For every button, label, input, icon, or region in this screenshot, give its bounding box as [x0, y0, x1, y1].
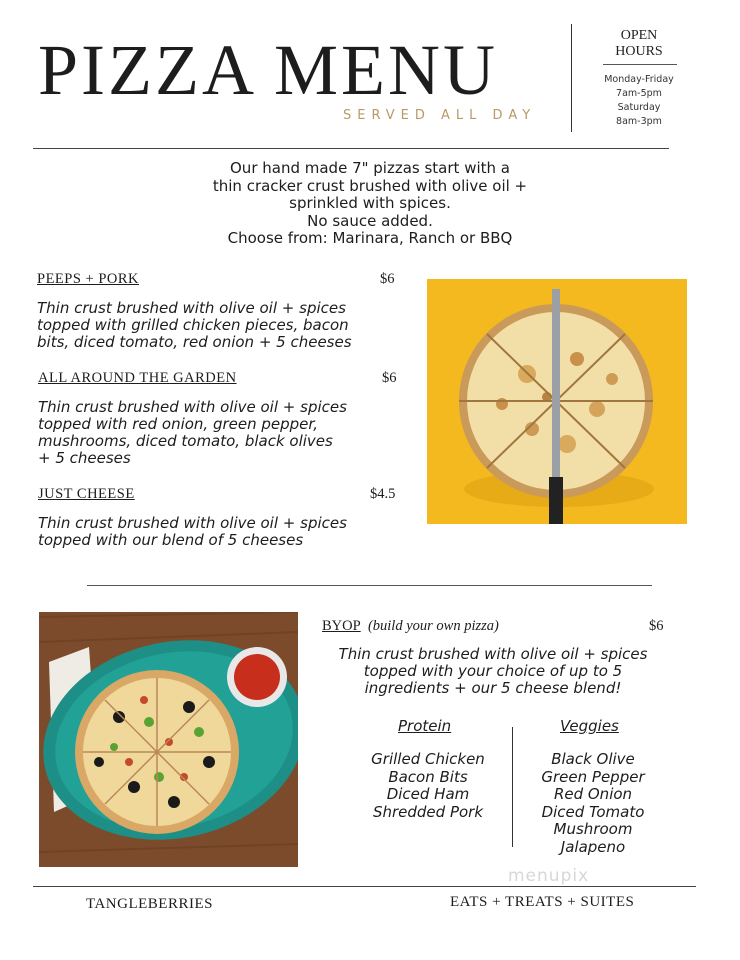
veggie-option: Diced Tomato [541, 802, 645, 821]
intro-line: Our hand made 7" pizzas start with a [230, 159, 510, 177]
item-name-all-around-the-garden: ALL AROUND THE GARDEN [38, 370, 237, 386]
byop-price: $6 [649, 618, 664, 634]
open-hours-list [592, 73, 686, 129]
veggie-option: Red Onion [553, 785, 633, 803]
page-subtitle: SERVED ALL DAY [343, 108, 537, 123]
middle-divider [87, 585, 652, 586]
top-divider [33, 148, 669, 149]
intro-text [150, 160, 590, 248]
desc-line: topped with your choice of up to 5 [363, 662, 623, 680]
watermark: menupix [508, 866, 590, 886]
byop-name: BYOP [322, 618, 361, 634]
open-hours-rule [603, 64, 677, 65]
header-divider [571, 24, 572, 132]
hours-days-saturday: Saturday [617, 102, 661, 113]
byop-desc [318, 646, 668, 697]
item-desc-just-cheese [38, 515, 347, 549]
hours-time-saturday: 8am-3pm [616, 116, 662, 127]
bottom-divider [33, 886, 696, 887]
hours-days-weekday: Monday-Friday [604, 74, 674, 85]
footer-tagline: EATS + TREATS + SUITES [450, 894, 635, 910]
desc-line: topped with red onion, green pepper, [38, 415, 318, 433]
desc-line: bits, diced tomato, red onion + 5 cheeses [37, 333, 352, 351]
veggie-option: Mushroom [553, 820, 633, 838]
open-hours-heading-line1: OPEN [620, 28, 658, 43]
desc-line: Thin crust brushed with olive oil + spices [38, 514, 347, 532]
intro-line: sprinkled with spices. [289, 194, 451, 212]
item-price-just-cheese: $4.5 [370, 486, 396, 502]
item-desc-all-around-the-garden [38, 399, 347, 467]
veggie-option: Jalapeno [560, 837, 626, 856]
byop-heading [322, 618, 499, 635]
intro-line: Choose from: Marinara, Ranch or BBQ [227, 229, 513, 247]
protein-option: Diced Ham [386, 785, 470, 803]
byop-subtitle: (build your own pizza) [367, 618, 499, 634]
open-hours-heading [592, 28, 686, 60]
item-desc-peeps-pork [37, 300, 352, 351]
protein-option: Bacon Bits [388, 767, 468, 786]
desc-line: topped with grilled chicken pieces, bacon [37, 316, 349, 334]
item-name-peeps-pork: PEEPS + PORK [37, 271, 140, 287]
open-hours-heading-line2: HOURS [615, 44, 663, 59]
veggie-pizza-photo [39, 612, 298, 867]
protein-heading: Protein [398, 717, 452, 735]
cheese-pizza-photo [427, 279, 687, 524]
item-name-just-cheese: JUST CHEESE [38, 486, 135, 502]
intro-line: No sauce added. [307, 211, 433, 230]
hours-time-weekday: 7am-5pm [616, 88, 662, 99]
page-title: PIZZA MENU [38, 30, 498, 110]
desc-line: topped with our blend of 5 cheeses [38, 531, 304, 549]
protein-option: Grilled Chicken [371, 750, 485, 768]
desc-line: Thin crust brushed with olive oil + spices [338, 645, 648, 663]
veggies-list [525, 751, 661, 856]
column-divider [512, 727, 513, 847]
veggies-heading: Veggies [560, 717, 619, 735]
desc-line: Thin crust brushed with olive oil + spices [38, 398, 347, 416]
desc-line: Thin crust brushed with olive oil + spices [37, 299, 346, 317]
desc-line: + 5 cheeses [38, 449, 131, 467]
protein-list [356, 751, 500, 821]
item-price-peeps-pork: $6 [380, 271, 395, 287]
desc-line: mushrooms, diced tomato, black olives [38, 432, 333, 450]
intro-line: thin cracker crust brushed with olive oil + [212, 176, 528, 195]
footer-brand: TANGLEBERRIES [86, 896, 213, 912]
protein-option: Shredded Pork [372, 802, 484, 821]
veggie-option: Black Olive [551, 750, 635, 768]
veggie-option: Green Pepper [541, 767, 645, 786]
desc-line: ingredients + our 5 cheese blend! [364, 679, 622, 697]
item-price-all-around-the-garden: $6 [382, 370, 397, 386]
